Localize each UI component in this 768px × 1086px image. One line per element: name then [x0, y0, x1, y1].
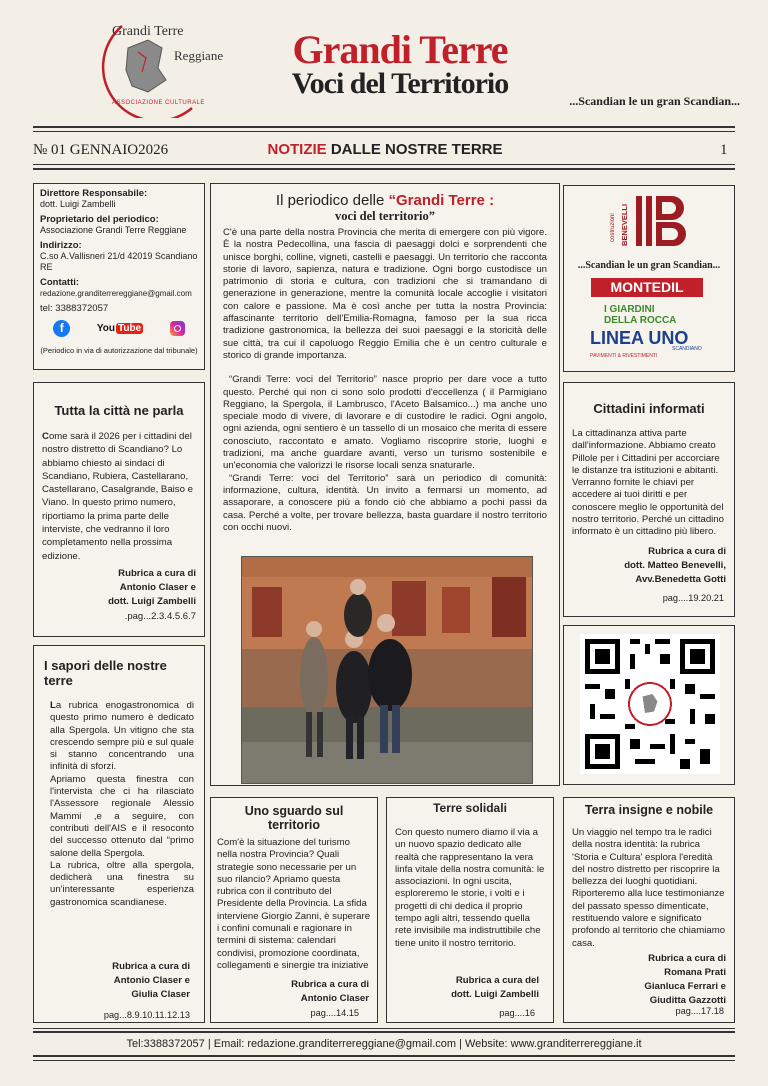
footer-rule-top	[33, 1028, 735, 1029]
article-paragraph-2: “Grandi Terre: voci del Territorio” nasce proprio per dare voce a tutto questo. Perché qui non ci sono solo prodotti d'eccellenza ( il Parmigiano Reggiano, la Spergola, il Lambrusco, l'Aceto Balsamico...) ma anche uno speciale modo di vivere, di lavorare e di custodire le radici. Ogni angolo, ogni azienda, ogni sentiero è un tassello di un mosaico che merita di essere conosciuto, raccontato e amato. Vogliamo riscoprire storie, luoghi e tradizioni, ma anche guardare avanti, verso un turismo sostenibile e un'economia che valorizzi le risorse locali senza snaturarle.	[223, 374, 547, 472]
sponsor-slogan: ...Scandian le un gran Scandian...	[577, 260, 721, 271]
section-title-rest: DALLE NOSTRE TERRE	[326, 141, 503, 158]
benevelli-small: costruzioni	[610, 213, 616, 242]
sapori-title: I sapori delle nostre terre	[44, 658, 167, 688]
column-insigne	[563, 797, 735, 1023]
sapori-text-2: Apriamo questa finestra con l'intervista che ci ha rilasciato l'Assessore regionale Alessio Mammi ,e a seguire, con contributi dell'AIS e il resoconto del successo ottenuto dal “primo salone della Spergola.	[50, 773, 194, 859]
address-label: Indirizzo:	[40, 240, 82, 251]
tutta-credit: Rubrica a cura di Antonio Claser e dott. Luigi Zambelli	[108, 567, 196, 607]
footer-contacts: Tel:3388372057 | Email: redazione.granditerrereggiane@gmail.com | Website: www.granditerrereggiane.it	[126, 1038, 642, 1050]
sguardo-credit: Rubrica a cura di Antonio Claser	[291, 979, 369, 1004]
insigne-text: Un viaggio nel tempo tra le radici della nostra identità: la rubrica 'Storia e Cultura' esplora l'eredità del nostro distretto per riscoprire la bellezza dei luoghi quotidiani. Riporteremo alla luce testimonianze del passato spesso dimenticate, restituendo valore e significato profondo al territorio che chiamiamo casa.	[572, 827, 726, 949]
tutta-title: Tutta la città ne parla	[54, 403, 184, 418]
masthead-subtitle: Voci del Territorio	[291, 67, 509, 100]
footer-rule-bottom	[33, 1055, 735, 1057]
lineauno-tag: PAVIMENTI & RIVESTIMENTI	[590, 353, 658, 359]
qr-code[interactable]	[580, 634, 720, 774]
association-logo	[82, 18, 242, 118]
logo-arc-text: ASSOCIAZIONE CULTURALE	[112, 100, 205, 106]
header-rule-top	[33, 126, 735, 128]
column-cittadini	[563, 382, 735, 617]
sguardo-pages: pag....14.15	[310, 1008, 359, 1018]
footer-rule-top-thick	[33, 1031, 735, 1033]
issue-number: № 01 GENNAIO2026	[33, 142, 169, 158]
owner-name: Associazione Grandi Terre Reggiane	[40, 225, 187, 235]
tutta-text: Come sarà il 2026 per i cittadini del nostro distretto di Scandiano? Lo abbiamo chiesto ai sindaci di Scandiano, Rubiera, Castellarano, Castellarano, Casalgrande, Baiso e Viano. In questo primo numero, riportiamo la prima parte delle interviste, che vedranno il loro completamento nella prossima edizione.	[42, 431, 193, 562]
sapori-text-3: La rubrica, oltre alla spergola, dedicherà una finestra su un'interessante esperienza gastronomica scandianese.	[50, 859, 194, 908]
sapori-credit: Rubrica a cura di Antonio Claser e Giulia Claser	[112, 961, 190, 1000]
cittadini-pages: pag....19.20.21	[662, 593, 724, 603]
tutta-pages: .pag...2.3.4.5.6.7	[124, 610, 196, 622]
header-rule-top-thin	[33, 131, 735, 132]
director-label: Direttore Responsabile:	[40, 188, 148, 199]
benevelli-logo	[612, 194, 692, 248]
header-rule-bottom-thin	[33, 164, 735, 165]
montedil-logo: MONTEDIL	[591, 278, 703, 297]
solidali-credit: Rubrica a cura del dott. Luigi Zambelli	[451, 975, 539, 1000]
masthead-title: Grandi Terre	[292, 27, 508, 72]
article-photo	[241, 556, 533, 784]
director-name: dott. Luigi Zambelli	[40, 199, 116, 209]
sguardo-title: Uno sguardo sul territorio	[244, 804, 344, 832]
article-subtitle: voci del territorio”	[335, 209, 435, 223]
youtube-icon[interactable]: You Tube	[96, 323, 142, 334]
sapori-pages: pag...8.9.10.11.12.13	[103, 1010, 190, 1020]
authorization-note: (Periodico in via di autorizzazione dal tribunale)	[40, 346, 198, 355]
qr-code-box	[563, 625, 735, 785]
sponsor-box	[563, 185, 735, 372]
column-tutta-la-citta	[33, 382, 205, 637]
contacts-label: Contatti:	[40, 277, 80, 288]
cittadini-credit: Rubrica a cura di dott. Matteo Benevelli, Avv.Benedetta Gotti	[624, 545, 726, 585]
benevelli-name: BENEVELLI	[620, 203, 629, 246]
header-rule-bottom	[33, 168, 735, 170]
column-sapori	[33, 645, 205, 1023]
footer-rule-bottom-thin	[33, 1060, 735, 1061]
article-paragraph-1: C'è una parte della nostra Provincia che merita di emergere con più vigore. È la nostra Pedecollina, una fascia di paesaggi dolci e sorprendenti che unisce borghi, colline, vigneti, castelli e paesaggi. Un territorio che racconta storie di lavoro, sapienza, natura e tradizione. Ogni borgo custodisce un patrimonio di storia e cultura, con tradizioni che si tramandano di generazione in generazione, mentre la comunità locale accoglie i visitatori con calore e passione. Ma è così anche per tutta la nostra Provincia: affascinante territorio dell'Emilia-Romagna, famoso per la sua ricca tradizione gastronomica, la bellezza dei suoi paesaggi e la storicità delle sue città, tra cui il capoluogo Reggio Emilia che è un centro culturale e storico di grande importanza.	[223, 227, 547, 361]
cittadini-text: La cittadinanza attiva parte dall'informazione. Abbiamo creato Pillole per i Cittadini per accorciare le distanze tra istituzioni e abitanti. Verranno fornite le chiavi per accedere ai tuoi diritti e per conoscere meglio le opportunità del nostro territorio. Perché un cittadino informato è un cittadino più libero.	[572, 428, 724, 538]
insigne-pages: pag....17.18	[675, 1006, 724, 1016]
owner-label: Proprietario del periodico:	[40, 214, 159, 225]
masthead-info-box	[33, 183, 205, 370]
main-article	[210, 183, 560, 786]
masthead-slogan: ...Scandian le un gran Scandian...	[569, 94, 740, 108]
solidali-pages: pag....16	[499, 1008, 535, 1018]
sguardo-text: Com'è la situazione del turismo nella nostra Provincia? Quali strategie sono necessarie per un suo rilancio? Apriamo questa rubrica con il contributo del Presidente della Provincia. La sfida interviene Giorgio Zanni, è superare i confini comunali e ragionare in termini di sistema: calendari condivisi, promozione coordinata, collegamenti e sinergie tra iniziative	[217, 837, 371, 971]
logo-text-reggiane: Reggiane	[174, 48, 224, 63]
giardini-logo: I GIARDINI DELLA ROCCA	[604, 304, 677, 326]
solidali-text: Con questo numero diamo il via a un nuovo spazio dedicato alle realtà che rappresentano la vera linfa vitale della nostra comunità: le associazioni. In ogni uscita, esploreremo le storie, i volti e i progetti di chi dedica il proprio tempo agli altri, tessendo quella rete invisibile ma indistruttibile che tiene unito il nostro territorio.	[395, 827, 545, 949]
email: redazione.granditerrereggiane@gmail.com	[40, 289, 192, 298]
column-solidali	[386, 797, 554, 1023]
article-paragraph-3: “Grandi Terre: voci del Territorio” sarà un periodico di comunità: informazione, cultura, identità. Un invito a fermarsi un momento, ad assaporare, a conoscere più a fondo ciò che abbiamo a pochi passi da casa. Perché a volte, per trovare bellezza, basta guardare il nostro territorio con occhi nuovi.	[223, 472, 547, 533]
cittadini-title: Cittadini informati	[593, 401, 705, 416]
address: C.so A.Vallisneri 21/d 42019 Scandiano RE	[40, 251, 198, 272]
section-title-red: NOTIZIE	[267, 141, 327, 158]
instagram-icon[interactable]	[170, 321, 185, 336]
section-title	[200, 141, 570, 158]
sapori-text-1: La rubrica enogastronomica di questo primo numero è dedicato alla Spergola. Un vitigno che sta crescendo sempre più e sul quale si stanno concentrando una infinità di sforzi.	[50, 700, 194, 773]
telephone: tel: 3388372057	[40, 303, 109, 314]
page-number: 1	[720, 142, 728, 158]
article-title: Il periodico delle “Grandi Terre :	[275, 192, 495, 209]
logo-text-grandi: Grandi Terre	[112, 24, 184, 39]
column-sguardo	[210, 797, 378, 1023]
lineauno-logo: LINEA UNO	[590, 328, 689, 348]
solidali-title: Terre solidali	[433, 801, 507, 815]
facebook-icon[interactable]: f	[53, 320, 70, 337]
lineauno-sub: SCANDIANO	[672, 346, 702, 352]
insigne-credit: Rubrica a cura di Romana Prati Gianluca Ferrari e Giuditta Gazzotti	[644, 952, 726, 1006]
social-links	[40, 320, 198, 337]
insigne-title: Terra insigne e nobile	[584, 803, 714, 817]
